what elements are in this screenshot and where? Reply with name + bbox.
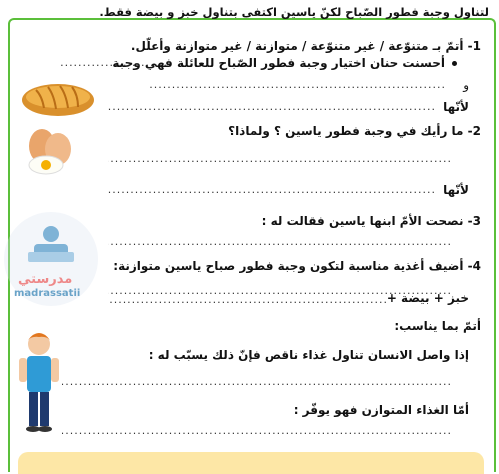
q1-answer-line-1[interactable]	[60, 56, 168, 69]
bread-icon	[20, 82, 96, 118]
q3-answer-line[interactable]	[108, 235, 452, 248]
q1-answer-line-3[interactable]	[108, 100, 436, 113]
complete-answer-line-2[interactable]	[62, 424, 452, 437]
q1-and: و	[463, 78, 469, 92]
complete-answer-line-1[interactable]	[62, 375, 452, 388]
q1-answer-line-2[interactable]	[150, 78, 446, 91]
complete-s1: إذا واصل الانسان تناول غذاء ناقص فإنّ ذلك يسبّب له :	[148, 348, 469, 362]
eggs-icon	[22, 126, 78, 176]
q2-answer-line-2[interactable]	[108, 183, 436, 196]
q2-answer-line-1[interactable]	[108, 152, 452, 165]
q4-title: 4- أضيف أغذية مناسبة لتكون وجبة فطور صباح ياسين متوازنة:	[113, 259, 481, 273]
watermark-arabic: مدرستي	[18, 272, 73, 287]
q1-bullet-text: أحسنت حنان اختيار وجبة فطور الصّباح للعائلة فهي وجبة	[112, 56, 445, 70]
watermark-latin: madrassatii	[14, 288, 81, 299]
intro-text: لتناول وجبة فطور الصّباح لكنّ ياسين اكتفى بتناول خبز و بيضة فقط.	[99, 5, 489, 19]
complete-title: أتمّ بما يناسب:	[394, 319, 481, 333]
boy-illustration	[16, 330, 62, 436]
watermark-logo-icon	[24, 222, 78, 270]
q4-answer-line-2[interactable]	[108, 293, 388, 306]
bullet-icon	[452, 61, 457, 66]
q1-title: 1- أتمّ بـ متنوّعة / غير متنوّعة / متوازنة / غير متوازنة وأعلّل.	[130, 39, 481, 53]
complete-s2: أمّا الغذاء المتوازن فهو يوفّر :	[293, 403, 469, 417]
q4-partial: خبز + بيضة +	[386, 291, 469, 305]
q2-title: 2- ما رأيك في وجبة فطور ياسين ؟ ولماذا؟	[228, 124, 481, 138]
q3-title: 3- نصحت الأمّ ابنها ياسين فقالت له :	[261, 214, 481, 228]
bottom-bar	[18, 452, 484, 474]
q2-because: لأنّها	[443, 183, 469, 197]
q1-because: لأنّها	[443, 100, 469, 114]
